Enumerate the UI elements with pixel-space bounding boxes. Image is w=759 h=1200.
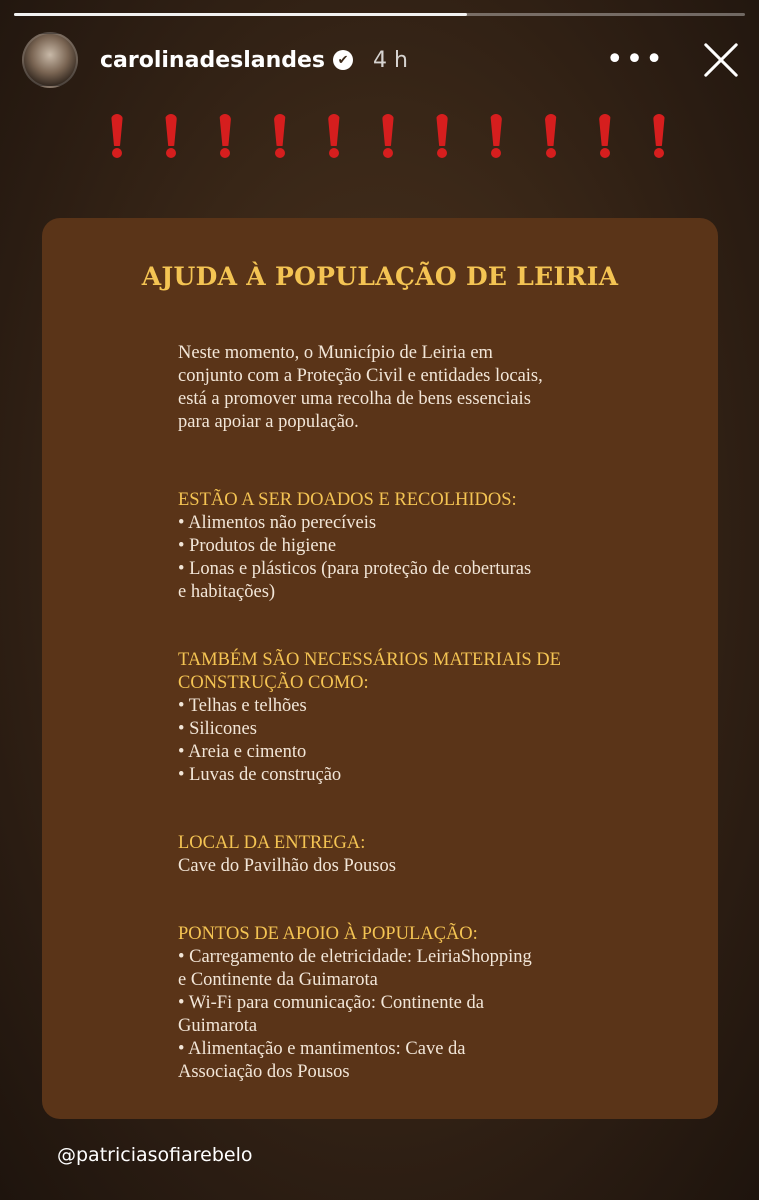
donation-item: • Alimentos não perecíveis: [178, 513, 377, 533]
story-header: [22, 32, 745, 88]
support-item: • Alimentação e mantimentos: Cave da: [178, 1039, 466, 1059]
mention-tag[interactable]: @patriciasofiarebelo: [57, 1144, 253, 1166]
delivery-heading: LOCAL DA ENTREGA:: [178, 833, 366, 853]
materials-heading: CONSTRUÇÃO COMO:: [178, 673, 369, 693]
post-time: 4 h: [373, 47, 408, 73]
support-item: • Wi-Fi para comunicação: Continente da: [178, 993, 484, 1013]
support-item: • Carregamento de eletricidade: LeiriaShopping: [178, 947, 532, 967]
close-icon[interactable]: [701, 40, 741, 80]
intro-line: está a promover uma recolha de bens essenciais: [178, 389, 531, 409]
info-card: [42, 218, 718, 1119]
intro-line: para apoiar a população.: [178, 412, 359, 432]
donation-item: • Lonas e plásticos (para proteção de coberturas: [178, 559, 532, 579]
story-progress-fill: [14, 13, 467, 16]
exclamation-icon: [325, 110, 343, 160]
exclamation-icon: [487, 110, 505, 160]
exclamation-icon: [162, 110, 180, 160]
username[interactable]: carolinadeslandes: [100, 47, 326, 73]
support-heading: PONTOS DE APOIO À POPULAÇÃO:: [178, 924, 478, 944]
support-item: Guimarota: [178, 1016, 258, 1036]
intro-line: conjunto com a Proteção Civil e entidades locais,: [178, 366, 543, 386]
donations-heading: ESTÃO A SER DOADOS E RECOLHIDOS:: [178, 490, 517, 510]
support-item: Associação dos Pousos: [178, 1062, 350, 1082]
support-item: e Continente da Guimarota: [178, 970, 378, 990]
donation-item: e habitações): [178, 582, 276, 602]
exclamation-row: [108, 110, 668, 160]
exclamation-icon: [433, 110, 451, 160]
materials-heading: TAMBÉM SÃO NECESSÁRIOS MATERIAIS DE: [178, 650, 561, 670]
exclamation-icon: [271, 110, 289, 160]
exclamation-icon: [542, 110, 560, 160]
exclamation-icon: [379, 110, 397, 160]
material-item: • Areia e cimento: [178, 742, 307, 762]
story-progress-bar: [14, 13, 745, 16]
verified-icon: ✔: [333, 50, 353, 70]
card-title: AJUDA À POPULAÇÃO DE LEIRIA: [141, 262, 619, 291]
exclamation-icon: [108, 110, 126, 160]
exclamation-icon: [596, 110, 614, 160]
material-item: • Silicones: [178, 719, 257, 739]
exclamation-icon: [650, 110, 668, 160]
exclamation-icon: [216, 110, 234, 160]
material-item: • Telhas e telhões: [178, 696, 307, 716]
delivery-location: Cave do Pavilhão dos Pousos: [178, 856, 396, 876]
avatar[interactable]: [22, 32, 78, 88]
donation-item: • Produtos de higiene: [178, 536, 337, 556]
more-icon[interactable]: •••: [605, 42, 665, 77]
intro-line: Neste momento, o Município de Leiria em: [178, 343, 493, 363]
card-body: [178, 342, 598, 1084]
material-item: • Luvas de construção: [178, 765, 342, 785]
